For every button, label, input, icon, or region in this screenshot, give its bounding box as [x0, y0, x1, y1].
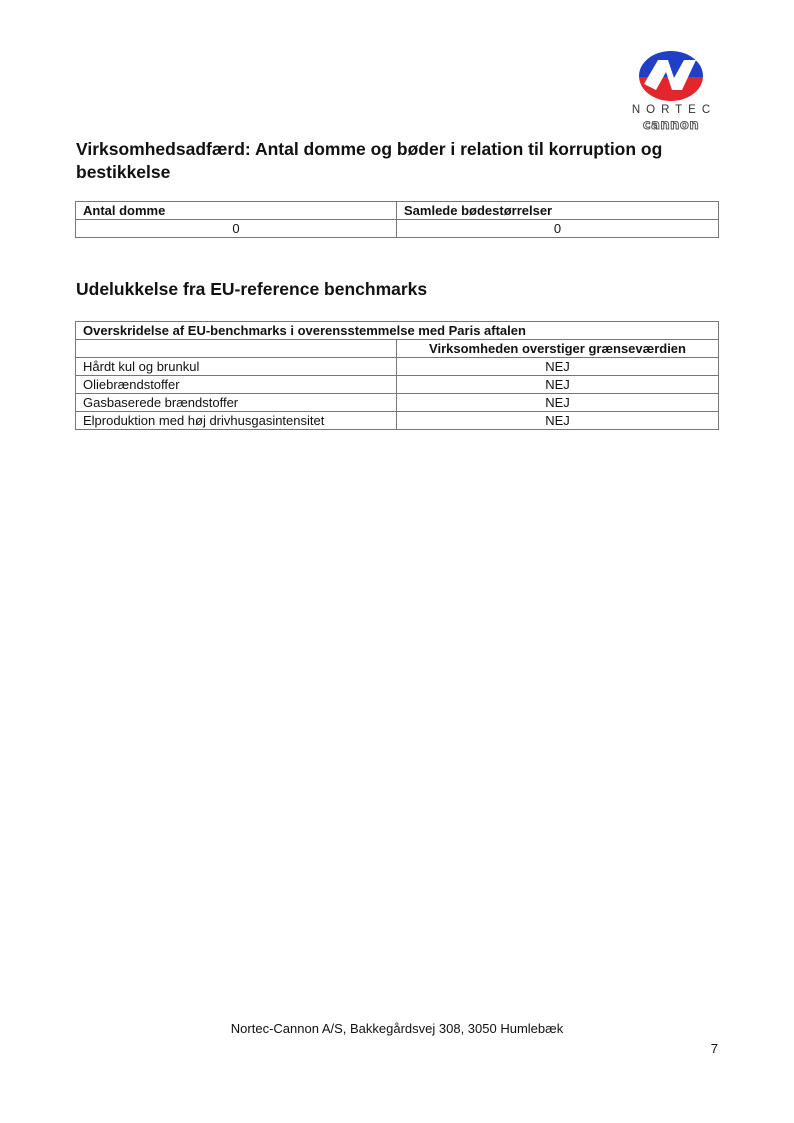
table-header-row: [76, 202, 719, 220]
table-title-row: [76, 322, 719, 340]
section-heading-corporate-conduct: Virksomhedsadfærd: Antal domme og bøder i relation til korruption og bestikkelse: [76, 139, 663, 182]
logo-text-cannon: cannon: [642, 118, 700, 133]
page-number: 7: [710, 1041, 718, 1056]
row-value: NEJ: [397, 376, 719, 394]
empty-header-cell: [76, 340, 397, 358]
row-value: NEJ: [397, 394, 719, 412]
convictions-fines-table: [75, 201, 719, 238]
logo-emblem-icon: [638, 50, 704, 102]
company-logo: [624, 48, 718, 136]
footer-address: Nortec-Cannon A/S, Bakkegårdsvej 308, 3050 Humlebæk: [230, 1021, 564, 1036]
table-row: [76, 358, 719, 376]
table-row: [76, 220, 719, 238]
row-value: NEJ: [397, 412, 719, 430]
table-title-cell: Overskridelse af EU-benchmarks i overensstemmelse med Paris aftalen: [76, 322, 719, 340]
header-cell-fines: Samlede bødestørrelser: [397, 202, 719, 220]
row-label: Gasbaserede brændstoffer: [76, 394, 397, 412]
cell-convictions-value: 0: [76, 220, 397, 238]
eu-benchmarks-table: [75, 321, 719, 430]
table-row: [76, 412, 719, 430]
logo-text-nortec: NORTEC: [631, 104, 717, 116]
row-label: Hårdt kul og brunkul: [76, 358, 397, 376]
table-row: [76, 376, 719, 394]
table-row: [76, 394, 719, 412]
row-value: NEJ: [397, 358, 719, 376]
table-header-row: [76, 340, 719, 358]
header-cell-convictions: Antal domme: [76, 202, 397, 220]
cell-fines-value: 0: [397, 220, 719, 238]
section-heading-eu-benchmarks: Udelukkelse fra EU-reference benchmarks: [76, 279, 428, 299]
row-label: Oliebrændstoffer: [76, 376, 397, 394]
row-label: Elproduktion med høj drivhusgasintensitet: [76, 412, 397, 430]
header-cell-exceeds-threshold: Virksomheden overstiger grænseværdien: [397, 340, 719, 358]
